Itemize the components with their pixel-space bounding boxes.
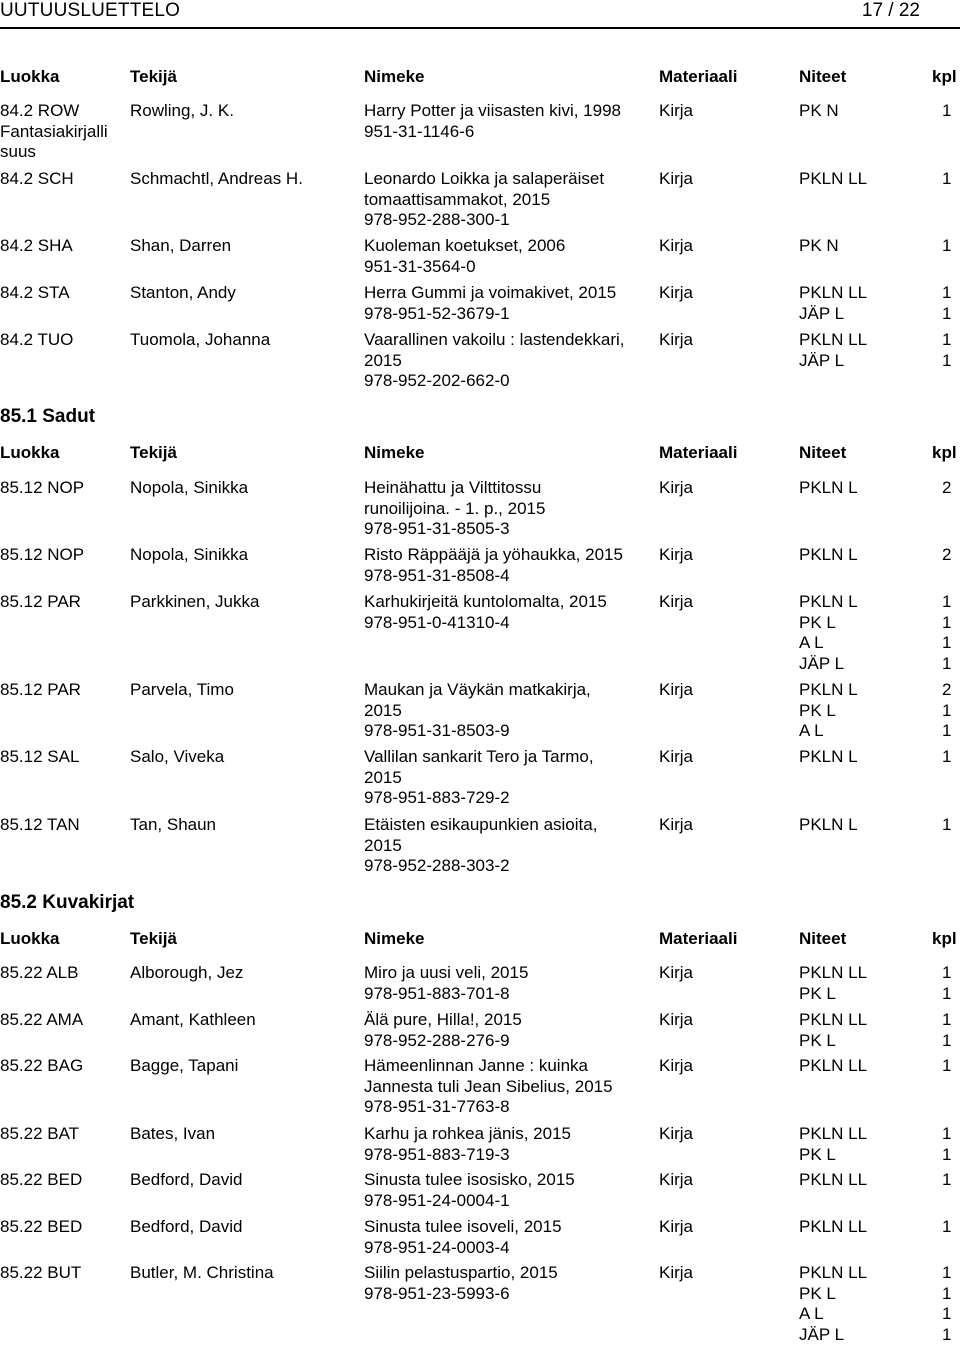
col-kpl-line: 1 (942, 304, 951, 325)
col-luokka-line: 84.2 SCH (0, 169, 74, 190)
col-kpl-cell (942, 236, 951, 257)
col-kpl-line: 1 (942, 169, 951, 190)
col-nimeke-line: 978-951-883-701-8 (364, 984, 528, 1005)
col-kpl-line: 1 (942, 1284, 951, 1305)
col-niteet-cell (799, 747, 858, 768)
col-nimeke-line: 978-951-31-7763-8 (364, 1097, 613, 1118)
col-nimeke-line: 978-951-23-5993-6 (364, 1284, 558, 1305)
col-niteet-cell (799, 545, 858, 566)
col-nimeke-line: 978-952-288-276-9 (364, 1031, 522, 1052)
col-materiaali-header: Materiaali (659, 443, 737, 463)
col-niteet-header: Niteet (799, 67, 846, 87)
col-kpl-line: 1 (942, 721, 951, 742)
col-luokka-line: 84.2 ROW (0, 101, 108, 122)
col-niteet-line: PKLN LL (799, 963, 867, 984)
col-materiaali-cell: Kirja (659, 1263, 693, 1284)
col-kpl-cell (942, 1010, 951, 1051)
col-materiaali-header: Materiaali (659, 929, 737, 949)
col-niteet-cell (799, 1010, 867, 1051)
col-niteet-cell (799, 592, 858, 674)
col-niteet-cell (799, 330, 867, 371)
col-niteet-cell (799, 963, 867, 1004)
col-tekija-cell: Butler, M. Christina (130, 1263, 274, 1284)
col-luokka-line: 85.22 BED (0, 1217, 82, 1238)
col-niteet-cell (799, 283, 867, 324)
col-nimeke-line: Kuoleman koetukset, 2006 (364, 236, 565, 257)
col-kpl-line: 1 (942, 654, 951, 675)
col-niteet-line: PK L (799, 1284, 867, 1305)
col-kpl-cell (942, 545, 951, 566)
col-nimeke-line: Maukan ja Väykän matkakirja, (364, 680, 591, 701)
col-nimeke-cell (364, 236, 565, 277)
col-niteet-cell (799, 101, 839, 122)
col-nimeke-line: Jannesta tuli Jean Sibelius, 2015 (364, 1077, 613, 1098)
col-nimeke-cell (364, 592, 607, 633)
col-kpl-line: 1 (942, 592, 951, 613)
col-kpl-cell (942, 283, 951, 324)
col-kpl-line: 1 (942, 1325, 951, 1345)
col-nimeke-line: 978-951-0-41310-4 (364, 613, 607, 634)
col-luokka-cell (0, 1124, 79, 1145)
col-luokka-header: Luokka (0, 67, 60, 87)
col-tekija-cell: Bates, Ivan (130, 1124, 215, 1145)
col-kpl-line: 2 (942, 680, 951, 701)
col-niteet-line: PK L (799, 701, 858, 722)
col-niteet-line: PKLN LL (799, 1170, 867, 1191)
col-niteet-line: PKLN LL (799, 283, 867, 304)
col-niteet-line: PK L (799, 613, 858, 634)
col-luokka-header: Luokka (0, 443, 60, 463)
col-kpl-line: 1 (942, 1263, 951, 1284)
col-kpl-cell (942, 169, 951, 190)
col-niteet-cell (799, 1056, 867, 1077)
col-niteet-line: A L (799, 721, 858, 742)
col-kpl-line: 1 (942, 1056, 951, 1077)
document-title: UUTUUSLUETTELO (0, 0, 180, 22)
col-nimeke-line: runoilijoina. - 1. p., 2015 (364, 499, 545, 520)
col-luokka-cell (0, 747, 79, 768)
col-materiaali-cell: Kirja (659, 101, 693, 122)
col-luokka-cell (0, 1010, 83, 1031)
col-luokka-cell (0, 815, 80, 836)
col-tekija-cell: Stanton, Andy (130, 283, 236, 304)
col-nimeke-line: Harry Potter ja viisasten kivi, 1998 (364, 101, 621, 122)
col-luokka-line: 85.12 PAR (0, 592, 81, 613)
col-nimeke-line: 2015 (364, 768, 594, 789)
col-nimeke-cell (364, 478, 545, 540)
section-title: 85.1 Sadut (0, 406, 95, 428)
col-kpl-line: 1 (942, 1145, 951, 1166)
col-niteet-cell (799, 478, 858, 499)
col-tekija-cell: Shan, Darren (130, 236, 231, 257)
page-header (0, 0, 960, 24)
col-nimeke-cell (364, 747, 594, 809)
col-niteet-line: PKLN L (799, 478, 858, 499)
col-tekija-cell: Bagge, Tapani (130, 1056, 238, 1077)
col-tekija-cell: Tuomola, Johanna (130, 330, 270, 351)
col-nimeke-line: Siilin pelastuspartio, 2015 (364, 1263, 558, 1284)
col-luokka-line: Fantasiakirjalli (0, 122, 108, 143)
header-rule (0, 27, 960, 29)
col-materiaali-cell: Kirja (659, 747, 693, 768)
col-niteet-line: A L (799, 633, 858, 654)
col-nimeke-line: Etäisten esikaupunkien asioita, (364, 815, 597, 836)
col-nimeke-header: Nimeke (364, 929, 424, 949)
col-kpl-line: 1 (942, 1217, 951, 1238)
col-materiaali-cell: Kirja (659, 1010, 693, 1031)
col-nimeke-cell (364, 283, 616, 324)
col-luokka-line: 85.12 TAN (0, 815, 80, 836)
col-nimeke-line: 978-951-52-3679-1 (364, 304, 616, 325)
col-tekija-cell: Nopola, Sinikka (130, 478, 248, 499)
col-niteet-line: PKLN L (799, 747, 858, 768)
col-nimeke-line: Vallilan sankarit Tero ja Tarmo, (364, 747, 594, 768)
col-kpl-line: 1 (942, 1170, 951, 1191)
col-tekija-cell: Nopola, Sinikka (130, 545, 248, 566)
col-niteet-cell (799, 169, 867, 190)
col-kpl-line: 1 (942, 984, 951, 1005)
col-nimeke-line: Karhukirjeitä kuntolomalta, 2015 (364, 592, 607, 613)
col-niteet-line: PK N (799, 236, 839, 257)
col-kpl-line: 1 (942, 351, 951, 372)
col-luokka-cell (0, 680, 81, 701)
col-niteet-line: PKLN LL (799, 169, 867, 190)
col-nimeke-cell (364, 545, 623, 586)
col-niteet-cell (799, 680, 858, 742)
col-niteet-cell (799, 1124, 867, 1165)
col-tekija-cell: Parvela, Timo (130, 680, 234, 701)
col-nimeke-line: Leonardo Loikka ja salaperäiset (364, 169, 604, 190)
col-niteet-line: JÄP L (799, 304, 867, 325)
col-luokka-line: 84.2 SHA (0, 236, 73, 257)
col-nimeke-header: Nimeke (364, 67, 424, 87)
col-niteet-line: PKLN LL (799, 1010, 867, 1031)
col-nimeke-line: 978-951-31-8503-9 (364, 721, 591, 742)
col-luokka-line: 84.2 STA (0, 283, 70, 304)
col-kpl-line: 1 (942, 283, 951, 304)
col-nimeke-line: Heinähattu ja Vilttitossu (364, 478, 545, 499)
col-kpl-cell (942, 1217, 951, 1238)
col-nimeke-cell (364, 815, 597, 877)
col-nimeke-line: 951-31-1146-6 (364, 122, 621, 143)
col-nimeke-line: 978-951-24-0003-4 (364, 1238, 562, 1259)
col-nimeke-line: 978-951-31-8508-4 (364, 566, 623, 587)
col-materiaali-cell: Kirja (659, 680, 693, 701)
col-niteet-line: PKLN LL (799, 330, 867, 351)
col-materiaali-cell: Kirja (659, 478, 693, 499)
col-luokka-cell (0, 478, 84, 499)
col-luokka-cell (0, 592, 81, 613)
col-materiaali-cell: Kirja (659, 1124, 693, 1145)
col-niteet-line: PK L (799, 1145, 867, 1166)
col-luokka-line: 85.22 BUT (0, 1263, 81, 1284)
col-nimeke-line: 978-951-24-0004-1 (364, 1191, 575, 1212)
col-kpl-cell (942, 1056, 951, 1077)
col-niteet-line: PKLN LL (799, 1217, 867, 1238)
col-luokka-cell (0, 963, 78, 984)
col-nimeke-line: 2015 (364, 836, 597, 857)
col-tekija-cell: Amant, Kathleen (130, 1010, 256, 1031)
col-kpl-line: 1 (942, 1031, 951, 1052)
col-nimeke-line: Herra Gummi ja voimakivet, 2015 (364, 283, 616, 304)
col-nimeke-cell (364, 1170, 575, 1211)
col-luokka-cell (0, 545, 84, 566)
col-luokka-cell (0, 1263, 81, 1284)
col-niteet-cell (799, 236, 839, 257)
col-kpl-header: kpl (932, 443, 957, 463)
col-nimeke-cell (364, 330, 625, 392)
col-niteet-cell (799, 1217, 867, 1238)
col-nimeke-line: 2015 (364, 701, 591, 722)
col-kpl-header: kpl (932, 67, 957, 87)
col-nimeke-line: 978-952-202-662-0 (364, 371, 625, 392)
col-nimeke-cell (364, 1124, 571, 1165)
col-materiaali-cell: Kirja (659, 545, 693, 566)
col-tekija-header: Tekijä (130, 67, 177, 87)
col-kpl-line: 2 (942, 478, 951, 499)
col-nimeke-line: 978-951-31-8505-3 (364, 519, 545, 540)
col-kpl-cell (942, 747, 951, 768)
col-luokka-header: Luokka (0, 929, 60, 949)
col-kpl-cell (942, 330, 951, 371)
col-niteet-cell (799, 1263, 867, 1345)
col-kpl-line: 1 (942, 1010, 951, 1031)
col-kpl-line: 1 (942, 815, 951, 836)
col-nimeke-line: Vaarallinen vakoilu : lastendekkari, (364, 330, 625, 351)
col-niteet-line: PK N (799, 101, 839, 122)
col-materiaali-cell: Kirja (659, 1170, 693, 1191)
col-luokka-cell (0, 283, 70, 304)
col-kpl-line: 1 (942, 701, 951, 722)
col-luokka-line: 85.22 BED (0, 1170, 82, 1191)
column-header-row (0, 67, 960, 89)
col-niteet-header: Niteet (799, 929, 846, 949)
col-materiaali-cell: Kirja (659, 963, 693, 984)
col-kpl-cell (942, 1263, 951, 1345)
col-tekija-cell: Alborough, Jez (130, 963, 243, 984)
col-niteet-line: JÄP L (799, 351, 867, 372)
col-niteet-header: Niteet (799, 443, 846, 463)
col-kpl-cell (942, 478, 951, 499)
column-header-row (0, 929, 960, 951)
col-luokka-line: 85.22 BAG (0, 1056, 83, 1077)
col-nimeke-line: Hämeenlinnan Janne : kuinka (364, 1056, 613, 1077)
col-materiaali-cell: Kirja (659, 236, 693, 257)
col-nimeke-line: 978-952-288-303-2 (364, 856, 597, 877)
col-kpl-header: kpl (932, 929, 957, 949)
col-kpl-cell (942, 680, 951, 742)
col-nimeke-line: Risto Räppääjä ja yöhaukka, 2015 (364, 545, 623, 566)
col-niteet-line: PKLN L (799, 545, 858, 566)
col-kpl-line: 1 (942, 613, 951, 634)
col-tekija-cell: Rowling, J. K. (130, 101, 234, 122)
col-niteet-line: A L (799, 1304, 867, 1325)
col-kpl-line: 1 (942, 330, 951, 351)
col-nimeke-cell (364, 169, 604, 231)
col-luokka-cell (0, 1056, 83, 1077)
col-luokka-cell (0, 169, 74, 190)
col-luokka-line: 85.22 BAT (0, 1124, 79, 1145)
col-kpl-line: 1 (942, 1304, 951, 1325)
col-tekija-cell: Bedford, David (130, 1170, 242, 1191)
col-nimeke-cell (364, 1263, 558, 1304)
col-kpl-cell (942, 101, 951, 122)
col-tekija-header: Tekijä (130, 443, 177, 463)
col-kpl-cell (942, 1124, 951, 1165)
col-kpl-line: 1 (942, 633, 951, 654)
col-kpl-cell (942, 815, 951, 836)
col-tekija-cell: Schmachtl, Andreas H. (130, 169, 303, 190)
col-luokka-cell (0, 1217, 82, 1238)
col-materiaali-cell: Kirja (659, 169, 693, 190)
col-kpl-line: 2 (942, 545, 951, 566)
col-nimeke-cell (364, 680, 591, 742)
col-kpl-cell (942, 1170, 951, 1191)
col-materiaali-cell: Kirja (659, 592, 693, 613)
col-nimeke-line: Miro ja uusi veli, 2015 (364, 963, 528, 984)
col-luokka-line: 84.2 TUO (0, 330, 73, 351)
col-nimeke-line: Sinusta tulee isoveli, 2015 (364, 1217, 562, 1238)
col-luokka-cell (0, 101, 108, 163)
col-niteet-line: PKLN LL (799, 1056, 867, 1077)
col-nimeke-line: 978-951-883-719-3 (364, 1145, 571, 1166)
col-niteet-line: PK L (799, 984, 867, 1005)
col-niteet-line: JÄP L (799, 654, 858, 675)
col-tekija-cell: Salo, Viveka (130, 747, 224, 768)
col-tekija-cell: Bedford, David (130, 1217, 242, 1238)
col-luokka-line: 85.12 PAR (0, 680, 81, 701)
col-nimeke-line: Karhu ja rohkea jänis, 2015 (364, 1124, 571, 1145)
col-nimeke-line: 978-952-288-300-1 (364, 210, 604, 231)
col-materiaali-cell: Kirja (659, 330, 693, 351)
col-niteet-line: PKLN LL (799, 1263, 867, 1284)
col-niteet-line: PKLN LL (799, 1124, 867, 1145)
col-niteet-line: JÄP L (799, 1325, 867, 1345)
col-niteet-line: PKLN L (799, 815, 858, 836)
col-materiaali-cell: Kirja (659, 1056, 693, 1077)
col-materiaali-cell: Kirja (659, 1217, 693, 1238)
col-tekija-cell: Tan, Shaun (130, 815, 216, 836)
col-niteet-line: PKLN L (799, 592, 858, 613)
col-nimeke-header: Nimeke (364, 443, 424, 463)
col-niteet-line: PK L (799, 1031, 867, 1052)
col-nimeke-line: 2015 (364, 351, 625, 372)
col-kpl-line: 1 (942, 101, 951, 122)
col-luokka-line: suus (0, 142, 108, 163)
col-nimeke-cell (364, 963, 528, 1004)
col-kpl-cell (942, 963, 951, 1004)
col-kpl-line: 1 (942, 963, 951, 984)
col-kpl-line: 1 (942, 747, 951, 768)
col-luokka-line: 85.12 NOP (0, 545, 84, 566)
col-luokka-line: 85.12 NOP (0, 478, 84, 499)
col-luokka-cell (0, 1170, 82, 1191)
col-materiaali-cell: Kirja (659, 283, 693, 304)
col-tekija-cell: Parkkinen, Jukka (130, 592, 259, 613)
col-niteet-cell (799, 1170, 867, 1191)
col-nimeke-cell (364, 1010, 522, 1051)
column-header-row (0, 443, 960, 465)
col-kpl-line: 1 (942, 1124, 951, 1145)
col-luokka-line: 85.22 AMA (0, 1010, 83, 1031)
col-kpl-line: 1 (942, 236, 951, 257)
col-nimeke-line: 978-951-883-729-2 (364, 788, 594, 809)
col-nimeke-line: tomaattisammakot, 2015 (364, 190, 604, 211)
col-nimeke-line: Sinusta tulee isosisko, 2015 (364, 1170, 575, 1191)
col-niteet-line: PKLN L (799, 680, 858, 701)
col-kpl-cell (942, 592, 951, 674)
col-nimeke-cell (364, 101, 621, 142)
page-number: 17 / 22 (862, 0, 920, 22)
col-materiaali-cell: Kirja (659, 815, 693, 836)
col-luokka-line: 85.12 SAL (0, 747, 79, 768)
col-nimeke-line: 951-31-3564-0 (364, 257, 565, 278)
col-luokka-line: 85.22 ALB (0, 963, 78, 984)
section-title: 85.2 Kuvakirjat (0, 892, 134, 914)
col-tekija-header: Tekijä (130, 929, 177, 949)
col-luokka-cell (0, 236, 73, 257)
col-materiaali-header: Materiaali (659, 67, 737, 87)
col-nimeke-cell (364, 1056, 613, 1118)
col-nimeke-line: Älä pure, Hilla!, 2015 (364, 1010, 522, 1031)
col-luokka-cell (0, 330, 73, 351)
col-niteet-cell (799, 815, 858, 836)
col-nimeke-cell (364, 1217, 562, 1258)
